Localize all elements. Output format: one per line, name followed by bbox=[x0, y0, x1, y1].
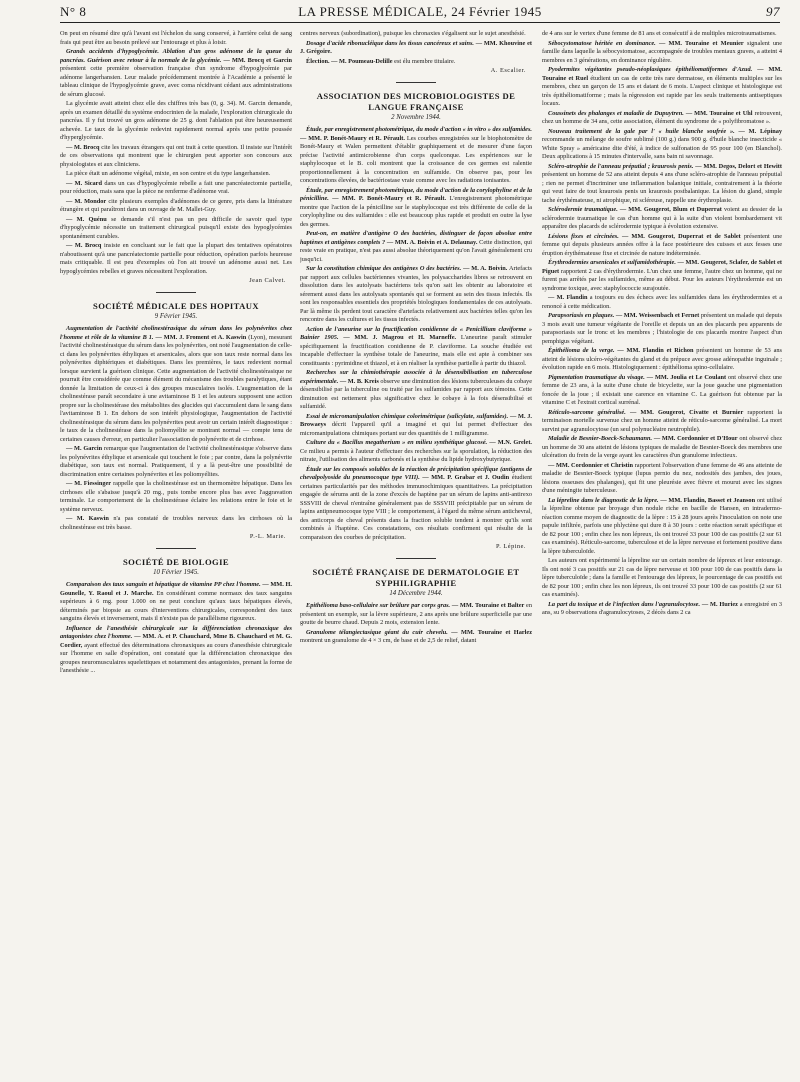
article-body: L'enregistrement photométrique montre que l'action de la pénicilline sur le staphylocoque est très différente de celle de la corylophyline ou des sulfamides : elle est beaucoup plus rapide et produit en outre la lyse des germes. bbox=[300, 195, 532, 228]
article-paragraph bbox=[542, 462, 782, 496]
article-authors: — M. Flandin bbox=[548, 294, 588, 301]
article-title: Augmentation de l'activité cholinestérasique du sérum dans les polynévrites chez l'homme et rôle de la vitamine B 1. bbox=[60, 325, 292, 341]
newspaper-title: LA PRESSE MÉDICALE, 24 Février 1945 bbox=[298, 4, 542, 19]
column-1 bbox=[60, 30, 292, 1074]
article-authors: Élection. — M. Poumeau-Delille bbox=[306, 57, 393, 65]
article-title: Réticulo-sarcome généralisé. bbox=[548, 408, 626, 416]
section-heading: SOCIÉTÉ MÉDICALE DES HOPITAUX bbox=[93, 300, 259, 311]
article-paragraph bbox=[60, 48, 292, 99]
article-authors: — MM. H. Gounelle, Y. Raoul et J. Marche. bbox=[60, 581, 292, 597]
article-body: ont observé chez une femme de 23 ans, à la suite d'une chute de bicyclette, sur la joue gauche une pigmentation foncée de la joue ; il existait une carence en vitamine C. La guérison fut obtenue par la vitamine C et l'extrait cortical surrénal. bbox=[542, 373, 782, 406]
article-title: Culture du « Bacillus megatherium » en milieu synthétique glucosé. bbox=[306, 439, 488, 446]
article-paragraph bbox=[542, 557, 782, 600]
article-body: remarque que l'augmentation de l'activité cholinestérasique s'observe dans les polynévrites éthylique et arsenicale qui touchent le foie ; par contre, dans la polynévrite diabétique, son taux est normal. Pratiquement, il y a là peut-être une possibilité de discrimination entre certaines polynévrites et les poliomyélites. bbox=[60, 445, 292, 478]
article-authors: — MM. Touraine et Harlez bbox=[451, 628, 532, 636]
article-title: Comparaison des taux sanguin et hépatique de vitamine PP chez l'homme. bbox=[66, 581, 261, 588]
article-paragraph bbox=[542, 40, 782, 66]
article-title: La lépreline dans le diagnostic de la lèpre. bbox=[548, 496, 659, 504]
article-body: La glycémie avait atteint chez elle des chiffres très bas (0, g. 34). M. Garcin demande, après un examen détaillé du système endocrinien de la malade, l'exploration chirurgicale du pancréas. Il y fut trouvé un gros adénome de 25 g. dont l'ablation put être heureusement achevée. Le taux de la glycémie redevint rapidement normal après une petite poussée d'hyperglycémie. bbox=[60, 100, 292, 141]
article-paragraph bbox=[542, 435, 782, 461]
article-body: cite les travaux étrangers qui ont trait à cette question. Il insiste sur l'intérêt de ces observations qui montrent que le chirurgien peut apporter son concours aux physiologistes et aux cliniciens. bbox=[60, 143, 292, 168]
article-body: ont utilisé la lépreline obtenue par broyage d'un nodule riche en bacille de Hansen, en intradermo-réaction comme moyen de diagnostic de la lèpre : 15 à 28 jours après l'inoculation on note une papule infiltrée, parfois une phlyctène qui dure 8 à 30 jours : cette réaction serait spécifique et de 82 pour 100 ; enfin chez les non lépreux, ils ont trouvé 33 pour 100 de cas positifs (2 sur 61 cas examinés). Réticulo-sarcome, tuberculose et de la lèpre nerveuse et fortement positive dans la lèpre tuberculoïde. bbox=[542, 496, 782, 555]
article-title: Sur la constitution chimique des antigènes O des bactéries. bbox=[306, 265, 462, 272]
article-title: Sclérodermie traumatique. bbox=[548, 206, 618, 213]
article-authors: — MM. P. Bonét-Maury et R. Pérault. bbox=[300, 134, 405, 142]
article-paragraph bbox=[60, 180, 292, 197]
article-body: rapportent l'observation d'une femme de 46 ans atteinte de maladie de Besnier-Boeck typique (lupus pernio du nez, nodosités des jambes, des joues, lésions osseuses des phalanges), qui fit une pleurésie avec fièvre et mourut avec les signes d'une méningite tuberculeuse. bbox=[542, 461, 782, 494]
article-body: ont observé chez un homme de 30 ans atteint de lésions typiques de maladie de Besnier-Boeck des membres une ulcération du frein de la verge ayant les caractères d'un granulome infectieux. bbox=[542, 435, 782, 459]
article-paragraph bbox=[300, 369, 532, 412]
article-paragraph bbox=[60, 170, 292, 179]
separator bbox=[156, 292, 196, 293]
article-paragraph bbox=[300, 230, 532, 264]
article-paragraph bbox=[60, 515, 292, 532]
article-paragraph bbox=[300, 187, 532, 230]
article-body: Les auteurs ont expérimenté la lépreline sur un certain nombre de lépreux et leur entourage. Ils ont noté 3 cas positifs sur 21 cas de lèpre nerveuse et 100 pour 100 de cas positifs dans la lèpre tuberculoïde ; dans la famille et l'entourage des lépreux, le pourcentage de cas positifs est de 82 pour 100 ; enfin chez les non lépreux, ils ont trouvé 33 pour 100 de cas positifs (2 sur 61 cas examinés). bbox=[542, 557, 782, 598]
article-body: a toujours eu des échecs avec les sulfamides dans les érythrodermies et a renoncé à cette médication. bbox=[542, 294, 782, 310]
article-paragraph bbox=[542, 110, 782, 127]
article-paragraph bbox=[300, 326, 532, 369]
page-number: 97 bbox=[766, 4, 780, 19]
article-title: Nouveau traitement de la gale par l' « huile blanche soufrée ». bbox=[548, 127, 735, 135]
signature: P.-L. Marie. bbox=[249, 533, 286, 540]
article-title: Épithélioma de la verge. bbox=[548, 347, 615, 354]
article-authors: — M.N. Grelet. bbox=[489, 439, 532, 446]
article-body: a enregistré en 3 ans, su 9 observations d'agranulocytoses, 2 décès dans 2 ca bbox=[542, 600, 782, 616]
article-paragraph bbox=[542, 206, 782, 232]
article-title: Peut-on, en matière d'antigène O des bactéries, distinguer de façon absolue entre haptènes et antigènes complets ? bbox=[300, 230, 532, 246]
article-paragraph bbox=[542, 163, 782, 206]
article-body: Cette distinction, qui reste vraie en pratique, n'est pas aussi absolue théoriquement qu'on l'avait généralement cru jusqu'ici. bbox=[300, 238, 532, 263]
article-title: Essai de micromanipulation chimique colorimétrique (salicylate, sulfamides). bbox=[306, 412, 509, 420]
article-paragraph bbox=[542, 497, 782, 557]
article-authors: — MM. Touraine et Baltеr bbox=[451, 602, 525, 609]
article-title: Étude, par enregistrement photométrique, du mode d'action de la corylophyline et de la pénicilline. bbox=[300, 186, 532, 202]
article-body: montrent un granulome de 4 × 3 cm, de base et de 2,5 de relief, datant bbox=[300, 637, 477, 644]
article-paragraph bbox=[300, 40, 532, 57]
article-authors: — M. Fiessinger bbox=[66, 480, 112, 487]
article-list bbox=[300, 602, 532, 646]
column-intro: centres nerveux (subordination), puisque les chronaxies s'égalisent sur le sujet anesthésié. bbox=[300, 30, 526, 37]
article-authors: — M. A. Boivin. bbox=[463, 265, 508, 272]
section-date: 9 Février 1945. bbox=[154, 312, 198, 320]
article-body: étudient un cas de cette très rare dermatose, en éléments multiples sur les membres, chez un garçon de 15 ans et datant de 6 mois. L'aspect clinique et histologique est très épithéliomatiforme ; mais la régression est rapide par les seuls traitements antiseptiques locaux. bbox=[542, 74, 782, 107]
article-list bbox=[542, 40, 782, 618]
article-authors: — MM. Touraine et Meunier bbox=[658, 39, 744, 47]
section-heading: ASSOCIATION DES MICROBIOLOGISTES DE LANGUE FRANÇAISE bbox=[316, 90, 516, 112]
article-paragraph bbox=[300, 466, 532, 543]
article-paragraph bbox=[60, 198, 292, 215]
article-body: Artefacts par rapport aux cellules bactériennes vivantes, les polysaccharides libres se retrouvent en dissolution dans les autolysats bactériens tels qu'on sait les obtenir au laboratoire et sérement aussi dans les autolysats spontanés qui se forment au sein des tissus infectés. Ils sont les responsables essentiels des propriétés biologiques fondamentales de ces autolysats. Par là même ils perdent tout caractère d'artefacts relativement aux bactéries telles qu'on les rencontre dans les cultures et les tissus infectés. bbox=[300, 265, 532, 323]
article-body: décrit l'appareil qu'il a imaginé et qui lui permet d'effectuer des micromanipulations chimiques portant sur des quantités de 1 milligramme. bbox=[300, 421, 532, 437]
article-title: Pigmentation traumatique du visage. bbox=[548, 373, 645, 381]
article-authors: — M. Mondor bbox=[66, 197, 107, 205]
article-body: dans un cas d'hypoglycémie rebelle a fait une pancréatectomie partielle, pour réduction, mais sans que la pièce ne renferme d'adénome vrai. bbox=[60, 179, 292, 195]
article-paragraph bbox=[300, 629, 532, 646]
article-body: Ce milieu a permis à l'auteur d'effectuer des recherches sur la sporulation, la réduction des nitrate, l'utilisation des aliments carbonés et la synthèse du lipide hydroxybutyrique. bbox=[300, 447, 532, 463]
article-authors: — M. Kaswin bbox=[66, 515, 109, 522]
section-heading: SOCIÉTÉ DE BIOLOGIE bbox=[123, 556, 229, 567]
article-authors: — MM. Flandin et Richon bbox=[617, 347, 694, 354]
article-paragraph bbox=[300, 58, 532, 67]
article-body: La pièce était un adénome végétal, mixte, en son centre et du type langerhansien. bbox=[66, 170, 271, 177]
article-list bbox=[60, 48, 292, 276]
article-list bbox=[300, 40, 532, 67]
article-body: cite plusieurs exemples d'adénomes de ce genre, pris dans la littérature étrangère et qui paraîtront dans un ouvrage de M. Mallet-Guy. bbox=[60, 197, 292, 213]
article-list bbox=[300, 126, 532, 542]
article-body: signalent une famille dans laquelle la sébocystomatose, accompagnée de troubles mentaux graves, a atteint 4 membres en 3 générations, en dominance régulière. bbox=[542, 39, 782, 64]
article-title: Lésions fixes et circinées. bbox=[548, 232, 619, 240]
article-body: présentent un homme de 52 ans atteint depuis 4 ans d'une scléro-atrophie de l'anneau préputial ; rien ne permet d'incriminer une inflammation balanique initiale, contrairement à la théorie qui veut faire de tout kraurosis penis un kraurosis postbalanique. La lésion du gland, simple tache érythémateuse, ni atrophique, ni scléreuse, rappelle une érythroplasie. bbox=[542, 171, 782, 204]
article-title: La part du toxique et de l'infection dans l'agranulocytose. bbox=[548, 600, 701, 608]
article-authors: — MM. P. Bonét-Maury et R. Pérault. bbox=[332, 195, 447, 202]
article-authors: — MM. A. et P. Chauchard, Mme B. Chauchard et M. G. Cordier, bbox=[60, 633, 292, 649]
article-body: en présentent un exemple, sur la lèvre supérieure, 2 ans après une brûlure superficielle par une goutte de beurre chaud. Depuis 2 mois, extension lente. bbox=[300, 602, 532, 626]
separator bbox=[396, 558, 436, 559]
article-body: observe une diminution des lésions tuberculeuses du cobaye désensibilisé par la tuberculine ou traité par les sulfamides par rapport aux témoins. Cette diminution est nettement plus significative chez le cobaye à la fois désensibilisé et sulfamidé. bbox=[300, 377, 532, 410]
article-authors: — M. B. Kreis bbox=[339, 377, 379, 385]
column-3 bbox=[542, 30, 782, 1074]
article-paragraph bbox=[60, 625, 292, 676]
article-authors: — MM. Degos, Delort et Hewitt bbox=[695, 162, 782, 170]
article-title: Epithélioma baso-cellulaire sur brûlure par corps gras. bbox=[306, 602, 451, 609]
article-authors: — MM. Gougerot, Civatte et Burnier bbox=[629, 408, 744, 416]
article-title: Recherches sur la chimiothérapie associée à la désensibilisation en tuberculose expérimentale. bbox=[300, 369, 532, 385]
article-paragraph bbox=[542, 259, 782, 293]
article-title: Granulome télangiectasique géant du cuir chevelu. bbox=[306, 628, 448, 636]
article-title: Action de l'aneurine sur la fructification conidienne de « Penicillium claviforme » Bainier 1905. bbox=[300, 325, 532, 341]
article-paragraph bbox=[300, 413, 532, 439]
article-authors: — M. Brocq bbox=[66, 143, 100, 151]
article-paragraph bbox=[300, 126, 532, 186]
article-body: rappelle que la cholinestérase est un thermomètre hépatique. Dans les cirrhoses elle s'abaisse jusqu'à 20 mg., puis tombe encore plus bas avec l'aggravation terminale. Le comportement de la cholinestérase éclaire les relations entre le foie et le système nerveux. bbox=[60, 480, 292, 513]
section-heading: SOCIÉTÉ FRANÇAISE DE DERMATOLOGIE ET SYPHILIGRAPHIE bbox=[312, 566, 520, 588]
article-paragraph bbox=[542, 312, 782, 346]
article-paragraph bbox=[60, 216, 292, 242]
article-body: insiste en concluant sur le fait que la plupart des tentatives opératoires n'aboutissent qu'à une pancréatectomie partielle pour réduction, opération parfois heureuse mais critiquable. Il est peu d'exemples où l'on ait trouvé un adénome aussi net. Les hypoglycémies rebelles et graves nécessitent l'exploration. bbox=[60, 242, 292, 275]
article-body: rapportent la terminaison mortelle survenue chez un homme atteint de réticulo-sarcome généralisé. La mort survint par agranulocytose (un seul polynucléaire neutrophile). bbox=[542, 408, 782, 433]
article-paragraph bbox=[542, 374, 782, 408]
article-authors: — M. Brocq bbox=[66, 242, 102, 249]
article-authors: — MM. Touraine et Uhl bbox=[685, 109, 753, 117]
masthead-rule bbox=[60, 22, 780, 23]
article-body: présentent une femme qui depuis plusieurs années offre à la face postérieure des cuisses et aux fesses une éruption érythémateuse fixe et circinée de nature indéterminée. bbox=[542, 232, 782, 257]
article-authors: — MM. Cordonnier et Christin bbox=[548, 461, 634, 469]
article-paragraph bbox=[60, 242, 292, 276]
article-body: voient au dessier de la sclérodermie traumatique le cas d'un homme qui à la suite d'un violent bombardement vit apparaître des placards de sclérodermie typique à évolution extensive. bbox=[542, 206, 782, 230]
issue-number: N° 8 bbox=[60, 4, 87, 19]
article-authors: — MM. J. Froment et A. Kaswin bbox=[155, 333, 247, 341]
article-authors: — MM. Cordonnier et D'Hour bbox=[653, 435, 738, 442]
article-body: présentent cette première observation française d'un syndrome d'hypoglycémie par adénome langerhansien. Leur malade précédemment montrée à l'Académie a présenté le tableau clinique de l'hypoglycémie grave, avec coma récidivant cédant aux administrations de sérum glucosé. bbox=[60, 65, 292, 98]
article-title: Maladie de Besnier-Boeck-Schaumann. bbox=[548, 435, 653, 442]
article-body: recommande un mélange de soufre sublimé (100 g.) dans 900 g. d'huile blanche insecticide « White Spray » américaine dite d'été, à indice de sulfonation de 95 pour 100 (en Blanchol). Deux applications à 15 minutes d'intervalle, sans bain ni savonnage. bbox=[542, 136, 782, 160]
article-paragraph bbox=[542, 347, 782, 373]
article-body: retrouvent, chez un homme de 34 ans, cette association, élément du syndrome de « polyfibromatose ». bbox=[542, 109, 782, 125]
article-paragraph bbox=[60, 480, 292, 514]
article-authors: — MM. A. Boivin et A. Delaunay. bbox=[386, 238, 478, 246]
signature: A. Escalier. bbox=[490, 67, 526, 74]
article-authors: — MM. Khouvine et J. Grégoire. bbox=[300, 39, 532, 55]
section-date: 2 Novembre 1944. bbox=[391, 113, 441, 121]
article-authors: — MM. P. Grabar et J. Oudin bbox=[422, 474, 510, 481]
article-list bbox=[60, 325, 292, 532]
article-authors: — MM. Joulia et Le Coulant bbox=[646, 373, 727, 381]
article-authors: — MM. Flandin, Basset et Jeanson bbox=[660, 496, 756, 504]
article-authors: — M. J. Browaeys bbox=[300, 412, 532, 428]
article-authors: — MM. Gougerot, Duperrat et de Sablet bbox=[621, 232, 741, 240]
article-authors: — M. Garcin bbox=[66, 445, 103, 452]
section-date: 14 Décembre 1944. bbox=[389, 589, 443, 597]
article-paragraph bbox=[60, 100, 292, 143]
article-paragraph bbox=[542, 233, 782, 259]
article-paragraph bbox=[542, 294, 782, 311]
article-authors: — M. Quénu bbox=[66, 215, 107, 223]
article-paragraph bbox=[542, 601, 782, 618]
article-body: se demande s'il n'est pas un peu difficile de savoir quel type d'hypoglycémie nécessite un traitement chirurgical puisqu'il existe des hypoglycémies spontanément curables. bbox=[60, 215, 292, 240]
article-body: Les courbes enregistrées sur le biophotomètre de Bonét-Maury et Walen permettent d'établir graphiquement et de mesurer d'une façon précise l'activité antimicrobienne d'un corps quelconque. Les expériences sur le staphylocoque et le B. coli montrent que la croissance de ces germes est ralentie proportionnellement à la concentration en sulfamide. On observe pas, pour les concentrations élevées, de bactériostase vraie comme avec les radiations ionisantes. bbox=[300, 134, 532, 184]
article-authors: — MM. J. Magrou et H. Marneffe. bbox=[343, 334, 457, 341]
article-title: Influence de l'anesthésie chirurgicale sur la différenciation chronaxique des antagonistes chez l'homme. bbox=[60, 624, 292, 640]
masthead bbox=[60, 4, 780, 22]
article-title: Étude, par enregistrement photométrique, du mode d'action « in vitro » des sulfamides. bbox=[306, 126, 532, 133]
article-body: est élu membre titulaire. bbox=[394, 57, 456, 65]
article-title: Dosage d'acide ribonucléique dans les tissus cancéreux et sains. bbox=[306, 39, 474, 47]
article-body: étudient certaines particularités par des méthodes immunochimiques quantitatives. La précipitation engagée de sérums anti de la zone d'excès de haptène par un sérum de lapins anti-antirexo SSSVIII de cheval n'entraîne généralement pas de SSSVIII précipitable par un sérum de lapins antipneumocoque type VIII ; le comportement, à l'égard du même sérum antichevral, des anticorps de cheval présents dans la fraction soluble tendent à montrer qu'ils sont combinés à l'haptène. Ces constatations, ces résultats confirment qui résulte de la comparaison des courbes de précipitation. bbox=[300, 474, 532, 541]
separator bbox=[396, 82, 436, 83]
article-paragraph bbox=[60, 144, 292, 170]
article-title: Parapsoriasis en plaques. bbox=[548, 312, 615, 319]
article-body: ayant effectué des déterminations chronaxiques au cours d'anesthésie chirurgicale sur l'homme en salle d'opération, ont constaté que la différenciation chronaxique des groupes neuromusculaires squelettiques et notamment des antagonistes, prenant la forme de l'anesthésie ... bbox=[60, 641, 292, 674]
article-body: n'a pas constaté de troubles nerveux dans les cirrhoses où la cholinestérase est très basse. bbox=[60, 515, 292, 531]
article-body: présentent un malade qui depuis 3 mois avait une tumeur végétante de l'oreille et depuis un an des placards peu apparents de parapsoriasis sur le tronc et les membres ; l'histologie de ces placards montre l'aspect d'un pemphigus végétant. bbox=[542, 312, 782, 345]
article-authors: — MM. Brocq et Garcin bbox=[223, 56, 292, 64]
article-title: Scléro-atrophie de l'anneau préputial ; kraurosis penis. bbox=[548, 162, 694, 170]
separator bbox=[156, 548, 196, 549]
article-list bbox=[60, 581, 292, 676]
article-title: Pyodermites végétantes pseudo-néoplasiques épithéliomatiformes d'Azud. bbox=[548, 66, 753, 73]
article-title: Grands accidents d'hypoglycémie. Ablation d'un gros adénome de la queue du pancréas. Guérison avec retour à la normale de la glycémie. bbox=[60, 48, 292, 64]
article-body: En considérant comme normaux des taux sanguins supérieurs à 6 mg. pour 1.000 on ne peut conclure qu'aux taux hépatiques élevés, déterminés par biopsie au cours d'interventions chirurgicales, correspondent des taux sanguins élevés et inversement, mais il n'existe pas de parallélisme rigoureux. bbox=[60, 589, 292, 622]
article-body: rapportent 2 cas d'érythrodermie. L'un chez une femme, l'autre chez un homme, qui ne furent pas arrêtés par les sulfamides, même au début. Pour les auteurs l'érythrodermie est un syndrome toxique, avec staphylococcie surajoutée. bbox=[542, 267, 782, 292]
article-paragraph bbox=[300, 602, 532, 628]
column-intro: de 4 ans sur le vertex d'une femme de 81 ans et consécutif à de multiples microtraumatismes. bbox=[542, 30, 777, 37]
article-title: Coussinets des phalanges et maladie de Dupuytren. bbox=[548, 109, 684, 117]
article-paragraph bbox=[60, 445, 292, 479]
article-paragraph bbox=[542, 128, 782, 162]
signature: P. Lépine. bbox=[495, 543, 526, 550]
article-paragraph bbox=[60, 581, 292, 624]
article-authors: — MM. Touraine et Ruel bbox=[542, 66, 782, 82]
column-intro: On peut en résumé dire qu'à l'avant est l'échelon du sang conservé, à l'arrière celui de sang frais qui peut être au besoin prélevé sur l'entourage et plus à loisir. bbox=[60, 30, 292, 46]
article-authors: — MM. Gougerot, Sclafer, de Sablet et Piguet bbox=[542, 259, 782, 275]
article-paragraph bbox=[300, 265, 532, 325]
article-title: Érythrodermies arsenicales et sulfamidothérapie. bbox=[548, 259, 676, 266]
article-paragraph bbox=[300, 439, 532, 465]
article-authors: — MM. Gougerot, Blum et Duperrat bbox=[619, 206, 722, 213]
signature: Jean Calvet. bbox=[249, 277, 286, 284]
article-authors: — M. Lépinay bbox=[738, 127, 782, 135]
article-authors: — M. Sicard bbox=[66, 179, 102, 187]
article-authors: — MM. Weissenbach et Fernet bbox=[615, 312, 700, 319]
article-title: Étude sur les composés solubles de la réaction de précipitation spécifique (antigens de chevalpolyoside du pneumocoque type VIII). bbox=[300, 465, 532, 481]
article-body: L'aneurine paraît stimuler spécifiquement la fructification conidienne de P. claviforme. La souche étudiée est incapable d'effectuer la synthèse totale de l'aneurine, mais elle est apte à combiner ses constituants : pyrimidine et thiazol, et à en réaliser la synthèse partielle à partir du thiazol. bbox=[300, 334, 532, 367]
article-paragraph bbox=[60, 325, 292, 444]
article-title: Sébocystomatose héritée en dominance. bbox=[548, 39, 656, 47]
article-body: (Lyon), mesurant l'activité cholinestérasique du sérum dans les polynévrites, ont noté l'augmentation de celle-ci dans les polynévrites éthyliques et arsenicales, alors que son taux reste normal dans les polynévrites diphtériques et diabétiques. Dans les premières, le taux redevient normal lorsque survient la guérison clinique. Cette augmentation de l'activité cholinestérasique ne pourrait être considérée que comme élément du mécanisme des troubles paralytiques, étant donnée la limitation de ceux-ci à des groupes musculaires isolés. L'augmentation de la cholinestérase paraît secondaire à une avitaminose B 1 et les auteurs supposent une action propre sur la cholinestérase des métabolites des glucides qui s'accumulent dans le sang dans l'avitaminose B 1. En dehors de son intérêt physiologique, l'augmentation de l'activité cholinestérasique du sérum dans les polynévrites peut avoir un certain intérêt diagnostique : le taux de la cholinestérase dans la poliomyélite se montrant normal — compte tenu de certaines causes d'erreur, en particulier l'association de polynévrite et de cirrhose. bbox=[60, 333, 292, 443]
section-date: 10 Février 1945. bbox=[153, 568, 199, 576]
column-2 bbox=[300, 30, 532, 1074]
article-paragraph bbox=[542, 409, 782, 435]
article-body: présentent un homme de 53 ans atteint de lésions ulcéro-végétantes du gland et du prépuce avec grosse adénopathie inguinale ; évolution rapide en 6 mois. Histologiquement : épithélioma spino-cellulaire. bbox=[542, 347, 782, 371]
article-paragraph bbox=[542, 66, 782, 109]
article-authors: — M. Huriez bbox=[701, 600, 738, 608]
